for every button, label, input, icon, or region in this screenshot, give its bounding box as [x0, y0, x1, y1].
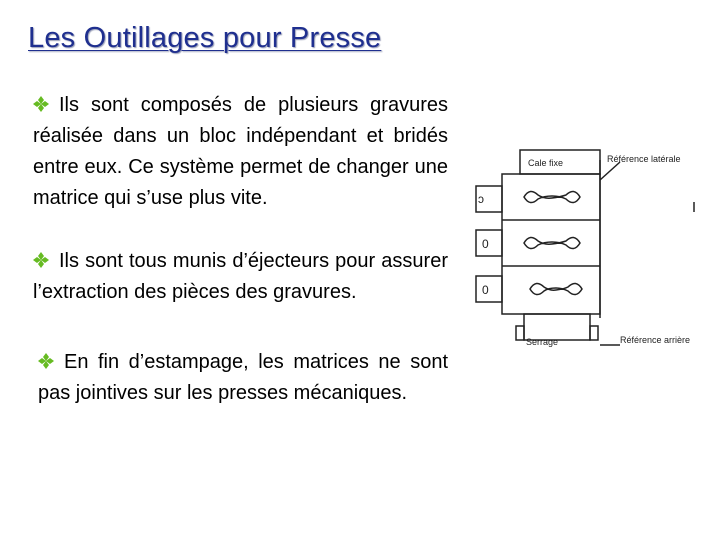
bullet-text-2: Ils sont tous munis d’éjecteurs pour assurer l’extraction des pièces des gravures. — [33, 250, 448, 303]
bullet-item-3 — [38, 347, 448, 409]
svg-text:0: 0 — [482, 237, 489, 251]
four-diamond-bullet-icon — [33, 96, 49, 112]
cale-fixe-label: Cale fixe — [528, 158, 564, 168]
serrage-label: Serrage — [526, 337, 559, 347]
four-diamond-bullet-icon — [33, 252, 49, 268]
die-block-diagram — [472, 140, 702, 390]
reference-laterale-label: Référence latérale — [607, 154, 681, 164]
bullet-item-2 — [33, 246, 448, 308]
svg-text:ↄ: ↄ — [478, 192, 484, 206]
bullet-item-1 — [33, 90, 448, 214]
bullet-text-3: En fin d’estampage, les matrices ne sont pas jointives sur les presses mécaniques. — [38, 351, 448, 404]
reference-arriere-label: Référence arrière — [620, 335, 691, 345]
slide-title: Les Outillages pour Presse — [28, 22, 382, 54]
four-diamond-bullet-icon — [38, 353, 54, 369]
svg-text:0: 0 — [482, 283, 489, 297]
bullet-text-1: Ils sont composés de plusieurs gravures réalisée dans un bloc indépendant et bridés entre eux. Ce système permet de changer une matrice qui s’use plus vite. — [33, 94, 448, 209]
